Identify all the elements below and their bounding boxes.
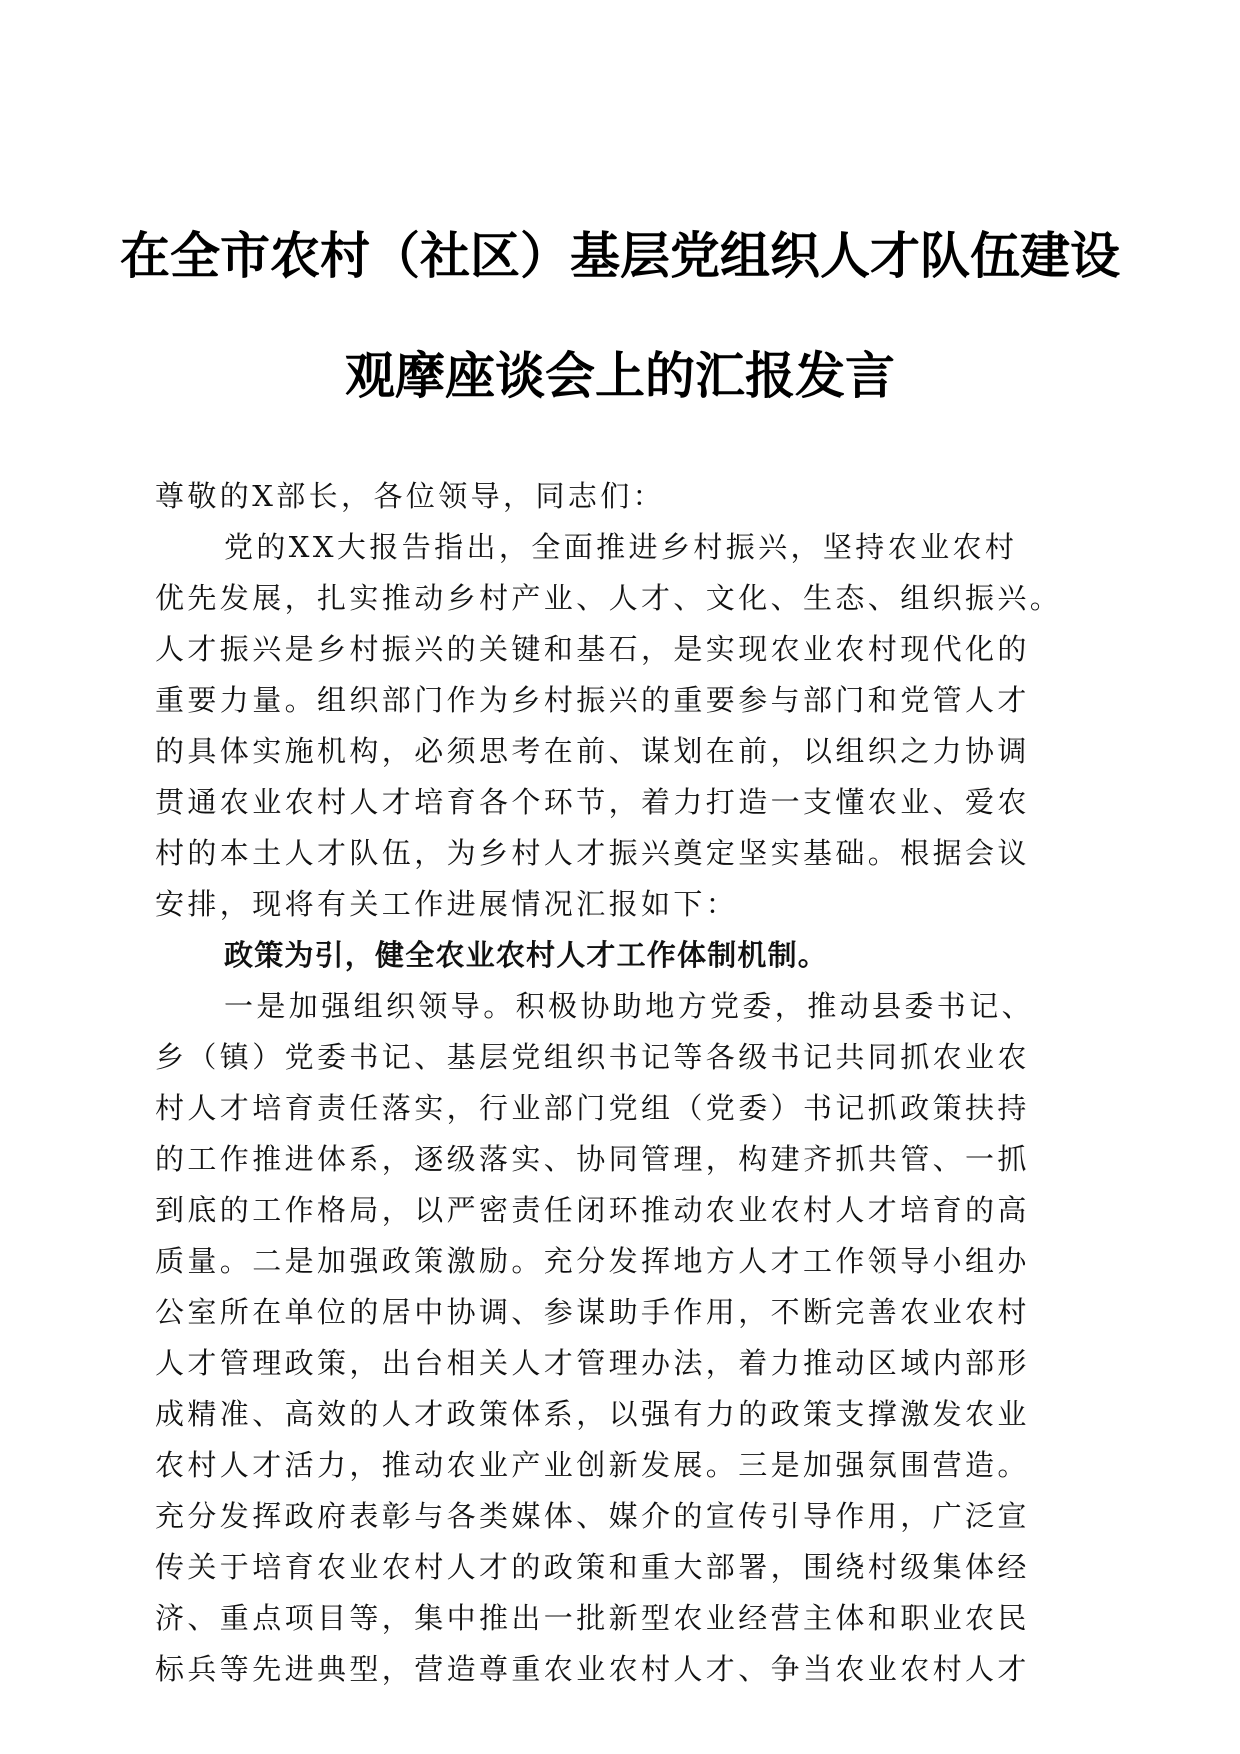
paragraph-line: 一是加强组织领导。积极协助地方党委，推动县委书记、: [224, 989, 1035, 1023]
paragraph-line: 重要力量。组织部门作为乡村振兴的重要参与部门和党管人才: [155, 683, 1030, 717]
paragraph-line: 贯通农业农村人才培育各个环节，着力打造一支懂农业、爱农: [155, 785, 1030, 819]
paragraph-line: 安排，现将有关工作进展情况汇报如下：: [155, 887, 739, 921]
paragraph-line: 人才管理政策，出台相关人才管理办法，着力推动区域内部形: [155, 1346, 1030, 1380]
paragraph-line: 到底的工作格局，以严密责任闭环推动农业农村人才培育的高: [155, 1193, 1030, 1227]
document-title-line-2: 观摩座谈会上的汇报发言: [345, 347, 895, 405]
section-heading: 政策为引，健全农业农村人才工作体制机制。: [224, 938, 829, 972]
salutation: 尊敬的X部长，各位领导，同志们：: [155, 479, 666, 513]
paragraph-line: 农村人才活力，推动农业产业创新发展。三是加强氛围营造。: [155, 1448, 1030, 1482]
paragraph-line: 充分发挥政府表彰与各类媒体、媒介的宣传引导作用，广泛宣: [155, 1499, 1030, 1533]
document-title-line-1: 在全市农村（社区）基层党组织人才队伍建设: [120, 227, 1120, 285]
paragraph-line: 优先发展，扎实推动乡村产业、人才、文化、生态、组织振兴。: [155, 581, 1063, 615]
paragraph-line: 济、重点项目等，集中推出一批新型农业经营主体和职业农民: [155, 1601, 1030, 1635]
paragraph-line: 的工作推进体系，逐级落实、协同管理，构建齐抓共管、一抓: [155, 1142, 1030, 1176]
paragraph-line: 传关于培育农业农村人才的政策和重大部署，围绕村级集体经: [155, 1550, 1030, 1584]
paragraph-line: 的具体实施机构，必须思考在前、谋划在前，以组织之力协调: [155, 734, 1030, 768]
paragraph-line: 质量。二是加强政策激励。充分发挥地方人才工作领导小组办: [155, 1244, 1030, 1278]
paragraph-line: 公室所在单位的居中协调、参谋助手作用，不断完善农业农村: [155, 1295, 1030, 1329]
paragraph-line: 人才振兴是乡村振兴的关键和基石，是实现农业农村现代化的: [155, 632, 1030, 666]
paragraph-line: 村人才培育责任落实，行业部门党组（党委）书记抓政策扶持: [155, 1091, 1030, 1125]
document-body: [155, 471, 1065, 1695]
paragraph-line: 村的本土人才队伍，为乡村人才振兴奠定坚实基础。根据会议: [155, 836, 1030, 870]
paragraph-line: 党的XX大报告指出，全面推进乡村振兴，坚持农业农村: [224, 530, 1018, 564]
paragraph-line: 乡（镇）党委书记、基层党组织书记等各级书记共同抓农业农: [155, 1040, 1030, 1074]
paragraph-line: 标兵等先进典型，营造尊重农业农村人才、争当农业农村人才: [155, 1652, 1030, 1686]
paragraph-line: 成精准、高效的人才政策体系，以强有力的政策支撑激发农业: [155, 1397, 1030, 1431]
